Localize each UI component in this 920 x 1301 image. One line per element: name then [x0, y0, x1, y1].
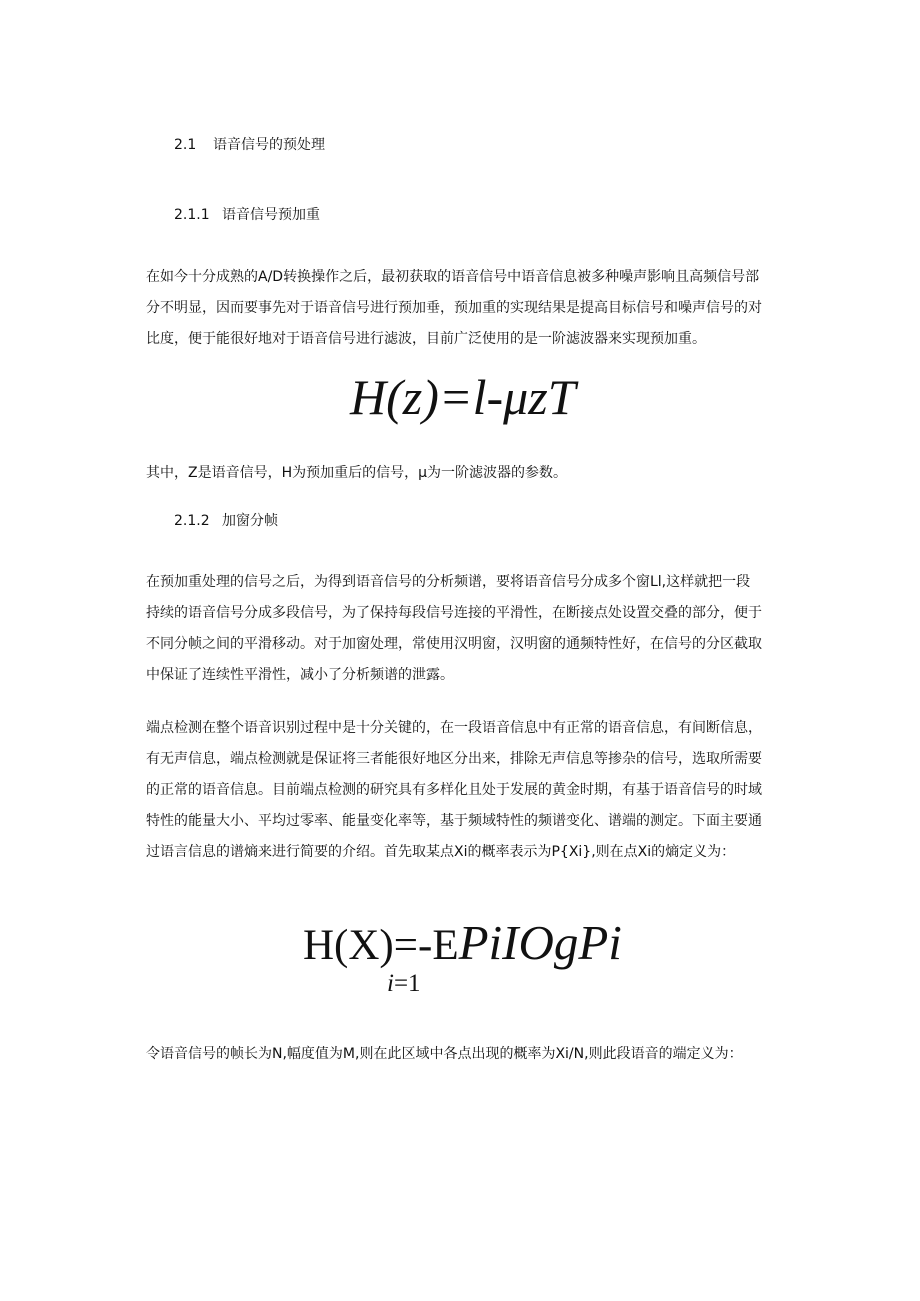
- section-heading-2-1-1: [174, 204, 320, 224]
- text-line: 在如今十分成熟的A/D转换操作之后，最初获取的语音信号中语音信息被多种噪声影响且高频信号部: [146, 269, 760, 285]
- paragraph-pre-emphasis: [146, 262, 796, 355]
- section-title: 语音信号预加重: [222, 207, 320, 223]
- section-number: 2.1.2: [174, 513, 210, 529]
- text-line: 在预加重处理的信号之后，为得到语音信号的分析频谱，要将语音信号分成多个窗Ll,这样就把一段: [146, 574, 751, 590]
- text-line: 比度，便于能很好地对于语音信号进行滤波，目前广泛使用的是一阶滤波器来实现预加重。: [146, 331, 706, 347]
- equation-italic-term: PiIOgPi: [458, 915, 622, 970]
- text-line: 特性的能量大小、平均过零率、能量变化率等，基于频域特性的频谱变化、谱端的测定。下面主要通: [146, 813, 762, 829]
- text-line: 中保证了连续性平滑性，减小了分析频谱的泄露。: [146, 667, 454, 683]
- paragraph-where: [146, 458, 796, 489]
- paragraph-windowing: [146, 567, 796, 691]
- equation-main: H(X)=-E: [303, 922, 459, 969]
- paragraph-frame-length: [146, 1039, 796, 1070]
- section-title: 语音信号的预处理: [213, 137, 325, 153]
- paragraph-endpoint-detection: [146, 713, 796, 868]
- text-line: 不同分帧之间的平滑移动。对于加窗处理，常使用汉明窗，汉明窗的通频特性好，在信号的分区截取: [146, 636, 762, 652]
- text-line: 端点检测在整个语音识别过程中是十分关键的，在一段语音信息中有正常的语音信息，有间断信息，: [146, 720, 762, 736]
- section-title: 加窗分帧: [222, 513, 278, 529]
- text-line: 过语言信息的谱熵来进行简要的介绍。首先取某点Xi的概率表示为P{Xi},则在点Xi的熵定义为：: [146, 844, 736, 860]
- section-heading-2-1-2: [174, 510, 278, 530]
- text-line: 分不明显，因而要事先对于语音信号进行预加垂，预加重的实现结果是提高目标信号和噪声信号的对: [146, 300, 762, 316]
- text-line: 的正常的语音信息。目前端点检测的研究具有多样化且处于发展的黄金时期，有基于语音信号的时域: [146, 782, 762, 798]
- section-number: 2.1: [174, 137, 197, 153]
- section-heading-2-1: [174, 134, 325, 154]
- equation-spectral-entropy: [303, 914, 622, 971]
- subscript-index: i: [387, 970, 394, 997]
- text-line: 其中，Z是语音信号，H为预加重后的信号，μ为一阶滤波器的参数。: [146, 465, 568, 481]
- text-line: 有无声信息，端点检测就是保证将三者能很好地区分出来，排除无声信息等掺杂的信号，选取所需要: [146, 751, 762, 767]
- text-line: 令语音信号的帧长为N,幅度值为M,则在此区域中各点出现的概率为Xi/N,则此段语音的端定义为：: [146, 1046, 743, 1062]
- text-line: 持续的语音信号分成多段信号，为了保持每段信号连接的平滑性，在断接点处设置交叠的部分，便于: [146, 605, 762, 621]
- equation-pre-emphasis: H(z)=l-μzT: [350, 369, 576, 425]
- equation-subscript: [387, 970, 421, 998]
- section-number: 2.1.1: [174, 207, 210, 223]
- subscript-value: =1: [393, 970, 421, 997]
